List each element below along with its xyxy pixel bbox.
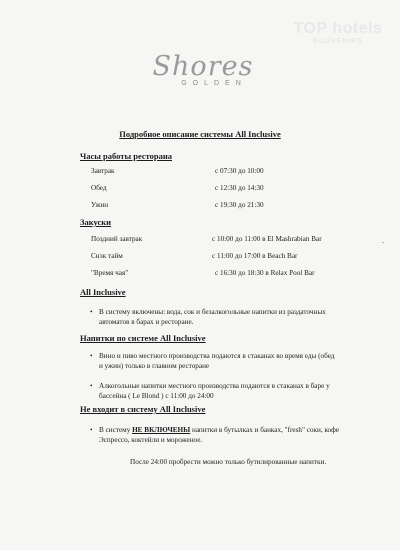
watermark-line1: TOP hotels (293, 20, 383, 37)
hotel-logo (148, 52, 258, 112)
section-heading-all-inclusive: All Inclusive (80, 287, 126, 297)
list-item-text: В систему включены: вода, сок и безалкогольные напитки из раздаточных автоматов в барах и ресторане. (99, 308, 326, 326)
stray-mark: - (382, 238, 385, 246)
section-heading-restaurant: Часы работы ресторана (80, 151, 173, 161)
row-value: с 07:30 до 10:00 (215, 167, 264, 175)
row-label: Завтрак (91, 167, 115, 175)
row-label: Ужин (91, 201, 109, 209)
list-item-text: Алкогольные напитки местного производства подаются в стаканах в баре у бассейна ( Le Blond ) с 11:00 до 24:00 (99, 382, 330, 400)
row-label: "Время чая" (91, 269, 129, 277)
table-row (0, 269, 400, 281)
row-label: Поздний завтрак (91, 235, 143, 243)
list-item-text (99, 425, 339, 445)
watermark-line2: SOUVENIRS (312, 38, 364, 45)
list-item-text: Вино и пиво местного производства подаются в стаканах во время еды (обед и ужин) только в главном ресторане (99, 352, 335, 370)
document-title: Подробное описание системы All Inclusive (119, 129, 281, 139)
row-value: с 19:30 до 21:30 (215, 201, 264, 209)
section-heading-snacks: Закуски (80, 217, 112, 227)
excluded-rest: напитки в бутылках и банках, "fresh" соки, кофе Эспрессо, коктейли и мороженое. (99, 426, 339, 444)
row-label: Снэк тайм (91, 252, 123, 260)
bullet-icon: • (90, 426, 93, 434)
table-row (0, 167, 400, 179)
section-heading-excluded: Не входит в систему All Inclusive (80, 404, 206, 414)
watermark-logo (286, 20, 390, 76)
table-row (0, 252, 400, 264)
bullet-icon: • (90, 382, 93, 390)
logo-subtitle: GOLDEN (181, 80, 247, 87)
section-heading-drinks: Напитки по системе All Inclusive (80, 333, 206, 343)
excluded-emphasis: НЕ ВКЛЮЧЕНЫ (132, 426, 191, 434)
row-label: Обед (91, 184, 107, 192)
row-value: с 10:00 до 11:00 в El Mashrabian Bar (212, 235, 322, 243)
bullet-icon: • (90, 352, 93, 360)
row-value: с 11:00 до 17:00 в Beach Bar (212, 252, 298, 260)
row-value: с 16:30 до 18:30 в Relax Pool Bar (215, 269, 315, 277)
table-row (0, 184, 400, 196)
row-value: с 12:30 до 14:30 (215, 184, 264, 192)
logo-wordmark: Shores (152, 51, 254, 82)
excluded-prefix: В систему (99, 426, 131, 434)
table-row (0, 201, 400, 213)
closing-note: После 24:00 пробрести можно только бутилированные напитки. (130, 458, 327, 466)
table-row (0, 235, 400, 247)
bullet-icon: • (90, 308, 93, 316)
